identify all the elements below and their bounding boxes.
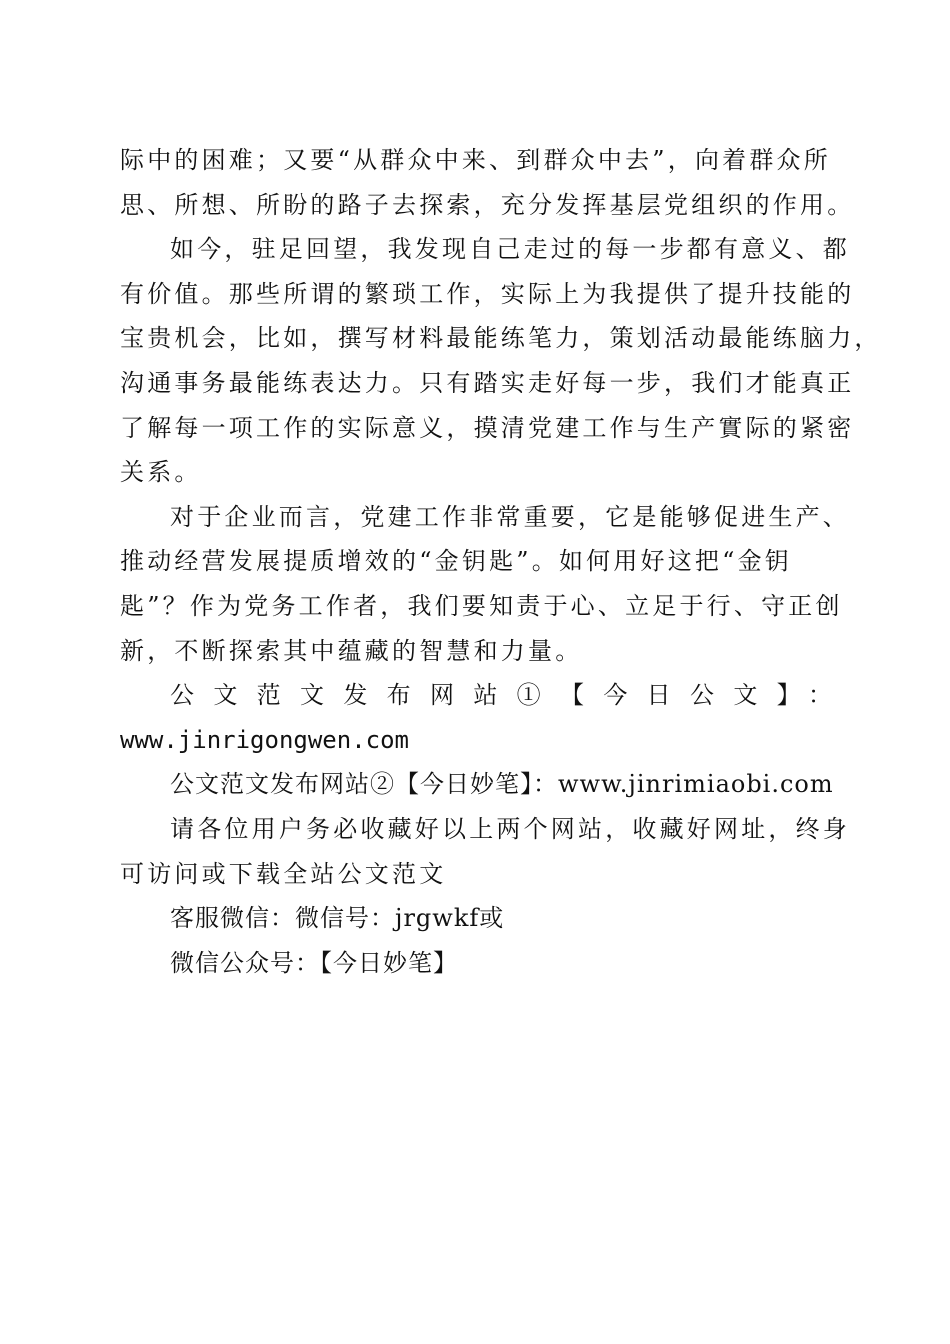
website-2-line: 公文范文发布网站②【今日妙笔】：www.jinrimiaobi.com — [170, 770, 834, 799]
notice-line-1: 请各位用户务必收藏好以上两个网站，收藏好网址，终身 — [170, 814, 850, 843]
notice-line-2: 可访问或下载全站公文范文 — [120, 859, 447, 888]
website-1-url: www.jinrigongwen.com — [120, 725, 409, 754]
paragraph-3-line-1: 对于企业而言，党建工作非常重要，它是能够促进生产、 — [170, 502, 850, 531]
wechat-official-account: 微信公众号：【今日妙笔】 — [170, 948, 458, 977]
website-1-label: 公文范文发布网站①【今日公文】： — [170, 681, 832, 710]
paragraph-3-line-4: 新，不断探索其中蕴藏的智慧和力量。 — [120, 636, 583, 665]
paragraph-3-line-2: 推动经营发展提质增效的“金钥匙”。如何用好这把“金钥 — [120, 547, 793, 576]
document-body — [120, 138, 882, 985]
paragraph-3-line-3: 匙”？作为党务工作者，我们要知责于心、立足于行、守正创 — [120, 591, 843, 620]
paragraph-2-line-6: 关系。 — [120, 458, 202, 487]
paragraph-1-line-2: 思、所想、所盼的路子去探索，充分发挥基层党组织的作用。 — [120, 190, 855, 219]
paragraph-2-line-4: 沟通事务最能练表达力。只有踏实走好每一步，我们才能真正 — [120, 368, 855, 397]
paragraph-2-line-1: 如今，驻足回望，我发现自己走过的每一步都有意义、都 — [170, 235, 850, 264]
paragraph-2-line-5: 了解每一项工作的实际意义，摸清党建工作与生产實际的紧密 — [120, 413, 855, 442]
paragraph-1-line-1: 际中的困难；又要“从群众中来、到群众中去”，向着群众所 — [120, 146, 831, 174]
paragraph-2-line-2: 有价值。那些所谓的繁琐工作，实际上为我提供了提升技能的 — [120, 279, 855, 308]
customer-service-wechat: 客服微信：微信号：jrgwkf或 — [170, 904, 505, 933]
paragraph-2-line-3: 宝贵机会，比如，撰写材料最能练笔力，策划活动最能练脑力， — [120, 324, 882, 353]
